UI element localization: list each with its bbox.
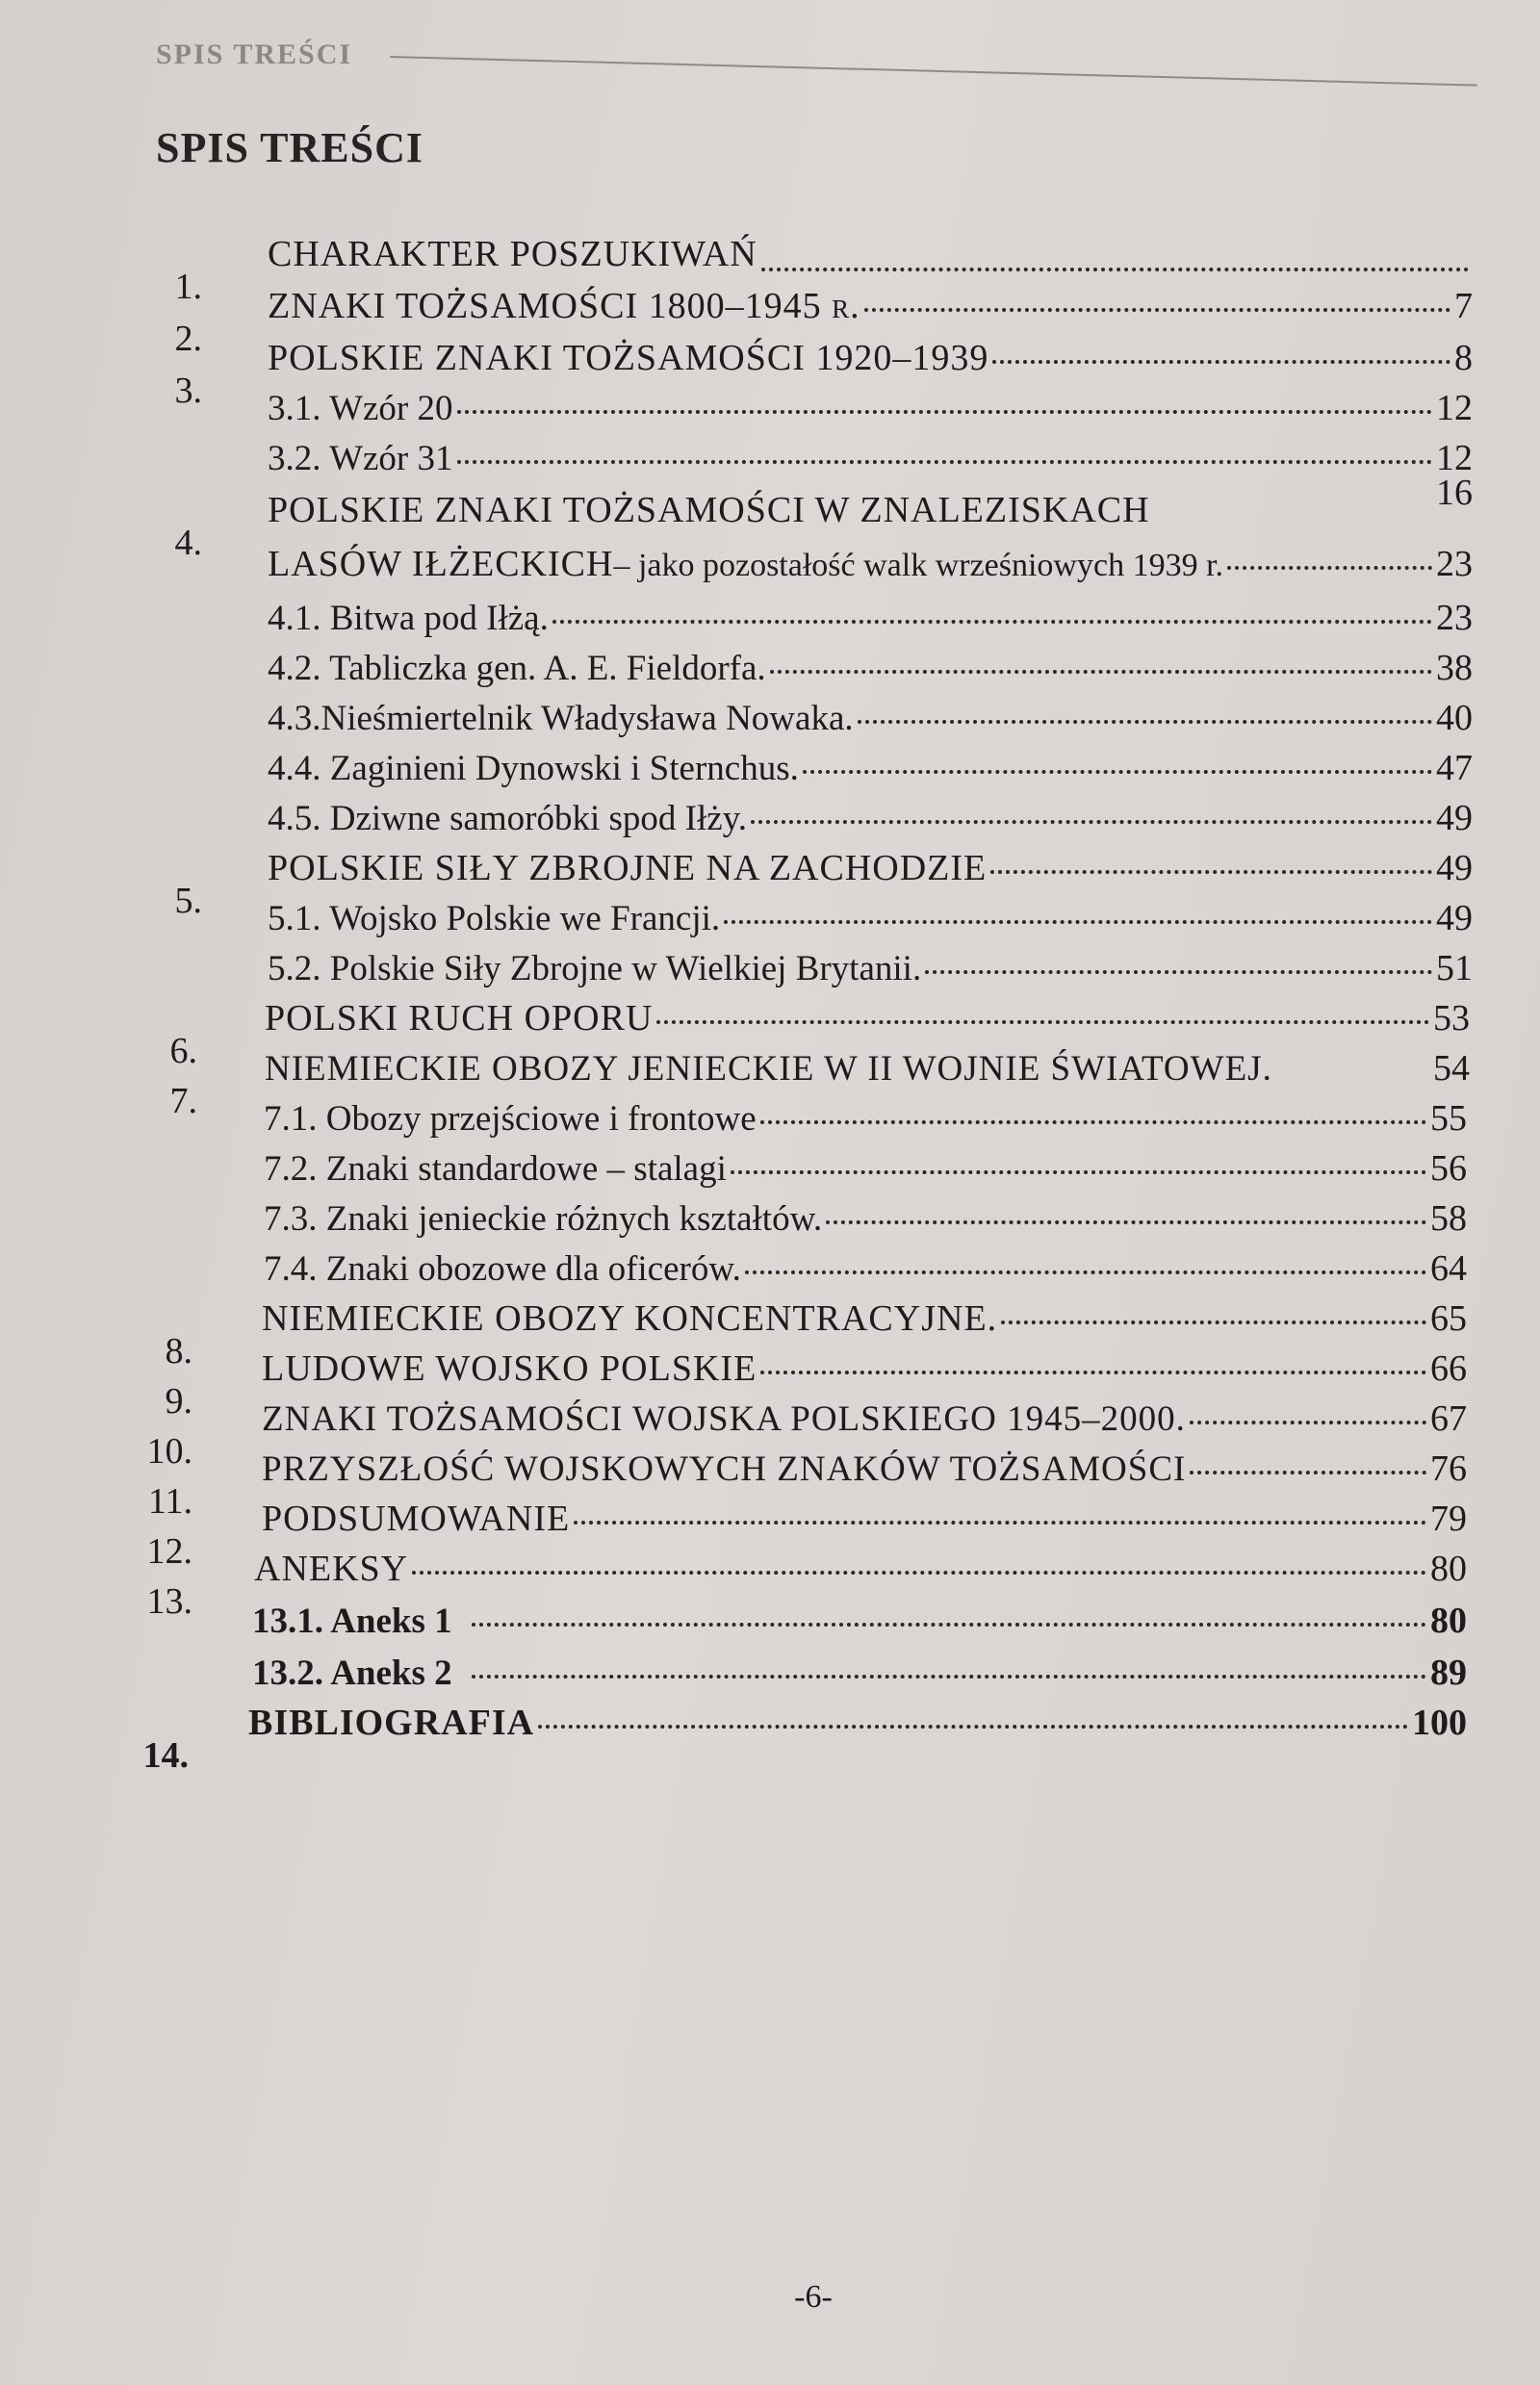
entry-page: 8 bbox=[1454, 338, 1473, 378]
entry-label: POLSKIE ZNAKI TOŻSAMOŚCI W ZNALEZISKACH bbox=[268, 490, 1150, 530]
dot-leader bbox=[656, 1020, 1429, 1024]
entry-page: 66 bbox=[1430, 1348, 1467, 1389]
entry-number: 8. bbox=[165, 1331, 192, 1372]
dot-leader bbox=[1190, 1471, 1426, 1475]
entry-label: 7.1. Obozy przejściowe i frontowe bbox=[264, 1099, 757, 1139]
dot-leader bbox=[992, 360, 1450, 364]
entry-page: 23 bbox=[1436, 598, 1473, 638]
entry-label: 3.2. Wzór 31 bbox=[268, 439, 453, 478]
entry-number: 11. bbox=[147, 1481, 192, 1522]
entry-number: 14. bbox=[142, 1735, 189, 1776]
entry-page: 54 bbox=[1433, 1048, 1470, 1089]
entry-label: PRZYSZŁOŚĆ WOJSKOWYCH ZNAKÓW TOŻSAMOŚCI bbox=[262, 1449, 1187, 1489]
dot-leader bbox=[761, 268, 1469, 271]
dot-leader bbox=[760, 1371, 1426, 1374]
entry-number: 9. bbox=[165, 1381, 192, 1422]
entry-label: 3.1. Wzór 20 bbox=[268, 389, 453, 428]
entry-page: 53 bbox=[1433, 998, 1470, 1039]
dot-leader bbox=[925, 970, 1432, 974]
entry-number: 12. bbox=[146, 1531, 192, 1572]
toc-entry bbox=[268, 897, 1473, 939]
entry-label: POLSKIE ZNAKI TOŻSAMOŚCI 1920–1939 bbox=[268, 338, 989, 378]
entry-number: 4. bbox=[174, 523, 202, 563]
entry-page: 100 bbox=[1412, 1703, 1467, 1743]
toc-entry bbox=[264, 1247, 1467, 1290]
entry-label: 4.4. Zaginieni Dynowski i Sternchus. bbox=[268, 749, 799, 788]
entry-label: 4.5. Dziwne samoróbki spod Iłży. bbox=[268, 799, 748, 838]
entry-label: POLSKI RUCH OPORU bbox=[265, 998, 654, 1039]
page-title: SPIS TREŚCI bbox=[156, 124, 424, 171]
toc-entry bbox=[264, 1197, 1467, 1240]
entry-label: 5.2. Polskie Siły Zbrojne w Wielkiej Brytanii. bbox=[268, 949, 922, 988]
entry-page: 47 bbox=[1436, 748, 1473, 788]
entry-page: 79 bbox=[1430, 1499, 1467, 1539]
entry-page: 51 bbox=[1436, 948, 1473, 988]
entry-page: 49 bbox=[1436, 798, 1473, 838]
entry-number: 6. bbox=[169, 1031, 197, 1071]
entry-label: LUDOWE WOJSKO POLSKIE bbox=[262, 1348, 757, 1389]
dot-leader bbox=[858, 720, 1432, 724]
toc-entry-continuation bbox=[268, 543, 1473, 585]
dot-leader bbox=[472, 1623, 1426, 1627]
entry-label: 4.2. Tabliczka gen. A. E. Fieldorfa. bbox=[268, 649, 766, 688]
entry-label: 13.1. Aneks 1 bbox=[252, 1602, 452, 1641]
dot-leader bbox=[412, 1571, 1426, 1575]
entry-label: 7.2. Znaki standardowe – stalagi bbox=[264, 1149, 727, 1189]
toc-entry bbox=[252, 1652, 1467, 1694]
entry-page: 49 bbox=[1436, 898, 1473, 938]
entry-page: 80 bbox=[1430, 1601, 1467, 1641]
entry-label: PODSUMOWANIE bbox=[262, 1499, 571, 1539]
entry-page: 49 bbox=[1436, 848, 1473, 888]
dot-leader bbox=[538, 1725, 1408, 1729]
entry-page: 7 bbox=[1454, 286, 1473, 326]
entry-page: 64 bbox=[1430, 1248, 1467, 1289]
dot-leader bbox=[574, 1521, 1426, 1525]
dot-leader bbox=[1154, 512, 1432, 516]
toc-entry bbox=[252, 1600, 1467, 1642]
dot-leader bbox=[457, 460, 1433, 464]
entry-label: 7.3. Znaki jenieckie różnych kształtów. bbox=[264, 1199, 823, 1239]
entry-page: 23 bbox=[1436, 544, 1473, 584]
dot-leader bbox=[457, 410, 1433, 414]
dot-leader bbox=[760, 1120, 1426, 1124]
entry-label: CHARAKTER POSZUKIWAŃ bbox=[268, 234, 757, 274]
dot-leader bbox=[826, 1220, 1426, 1224]
entry-label: 4.3.Nieśmiertelnik Władysława Nowaka. bbox=[268, 699, 854, 738]
entry-page: 16 bbox=[1436, 473, 1473, 513]
entry-number: 13. bbox=[146, 1581, 192, 1622]
entry-label: 4.1. Bitwa pod Iłżą. bbox=[268, 599, 549, 638]
entry-label: NIEMIECKIE OBOZY JENIECKIE W II WOJNIE ŚWIATOWEJ. bbox=[265, 1049, 1272, 1089]
toc-entry bbox=[268, 797, 1473, 839]
toc-entry bbox=[268, 647, 1473, 689]
entry-label: 7.4. Znaki obozowe dla oficerów. bbox=[264, 1249, 741, 1289]
toc-entry bbox=[268, 697, 1473, 739]
header-rule bbox=[390, 56, 1477, 87]
entry-number: 1. bbox=[174, 267, 202, 307]
dot-leader bbox=[770, 670, 1432, 674]
entry-label: NIEMIECKIE OBOZY KONCENTRACYJNE. bbox=[262, 1298, 998, 1339]
entry-number: 5. bbox=[174, 881, 202, 921]
entry-number: 2. bbox=[174, 319, 202, 359]
dot-leader bbox=[864, 308, 1450, 312]
dot-leader bbox=[552, 620, 1432, 624]
toc-entry bbox=[264, 1097, 1467, 1140]
toc-entry bbox=[264, 1147, 1467, 1190]
entry-page: 12 bbox=[1436, 388, 1473, 428]
entry-number: 10. bbox=[146, 1431, 192, 1472]
dot-leader bbox=[472, 1675, 1426, 1679]
dot-leader bbox=[1001, 1321, 1426, 1324]
entry-page: 55 bbox=[1430, 1098, 1467, 1139]
toc-entry bbox=[268, 947, 1473, 989]
entry-page: 12 bbox=[1436, 438, 1473, 478]
toc-entry bbox=[142, 1702, 1467, 1776]
dot-leader bbox=[731, 1170, 1426, 1174]
entry-label: BIBLIOGRAFIA bbox=[248, 1703, 535, 1743]
dot-leader bbox=[745, 1270, 1426, 1274]
entry-page: 67 bbox=[1430, 1398, 1467, 1439]
entry-page: 58 bbox=[1430, 1198, 1467, 1239]
toc-entry bbox=[268, 747, 1473, 789]
toc-entry bbox=[268, 597, 1473, 639]
dot-leader bbox=[1227, 566, 1432, 570]
dot-leader bbox=[990, 870, 1432, 874]
toc-entry bbox=[268, 437, 1473, 479]
entry-label: 13.2. Aneks 2 bbox=[252, 1654, 452, 1693]
page-number: -6- bbox=[794, 2279, 833, 2315]
entry-page: 89 bbox=[1430, 1653, 1467, 1693]
dot-leader bbox=[724, 920, 1432, 924]
dot-leader bbox=[803, 770, 1432, 774]
entry-page: 65 bbox=[1430, 1298, 1467, 1339]
entry-label: ZNAKI TOŻSAMOŚCI 1800–1945 r. bbox=[268, 286, 860, 326]
entry-label: 5.1. Wojsko Polskie we Francji. bbox=[268, 899, 721, 938]
entry-label: LASÓW IŁŻECKICH bbox=[268, 544, 614, 584]
toc-entry bbox=[268, 387, 1473, 429]
entry-label-tail: – jako pozostałość walk wrześniowych 1939 r. bbox=[613, 548, 1224, 583]
entry-page: 76 bbox=[1430, 1449, 1467, 1489]
entry-number: 7. bbox=[169, 1081, 197, 1121]
dot-leader bbox=[751, 820, 1432, 824]
entry-label: ZNAKI TOŻSAMOŚCI WOJSKA POLSKIEGO 1945–2000. bbox=[262, 1399, 1186, 1439]
toc-entry bbox=[174, 473, 1473, 563]
entry-label: POLSKIE SIŁY ZBROJNE NA ZACHODZIE bbox=[268, 848, 988, 888]
entry-page: 80 bbox=[1430, 1549, 1467, 1589]
entry-page: 56 bbox=[1430, 1148, 1467, 1189]
entry-page: 40 bbox=[1436, 698, 1473, 738]
dot-leader bbox=[1190, 1421, 1426, 1424]
entry-label: ANEKSY bbox=[254, 1549, 409, 1589]
entry-number: 3. bbox=[174, 371, 202, 411]
entry-page: 38 bbox=[1436, 648, 1473, 688]
dot-leader bbox=[1276, 1070, 1429, 1074]
running-head: SPIS TREŚCI bbox=[156, 38, 353, 70]
